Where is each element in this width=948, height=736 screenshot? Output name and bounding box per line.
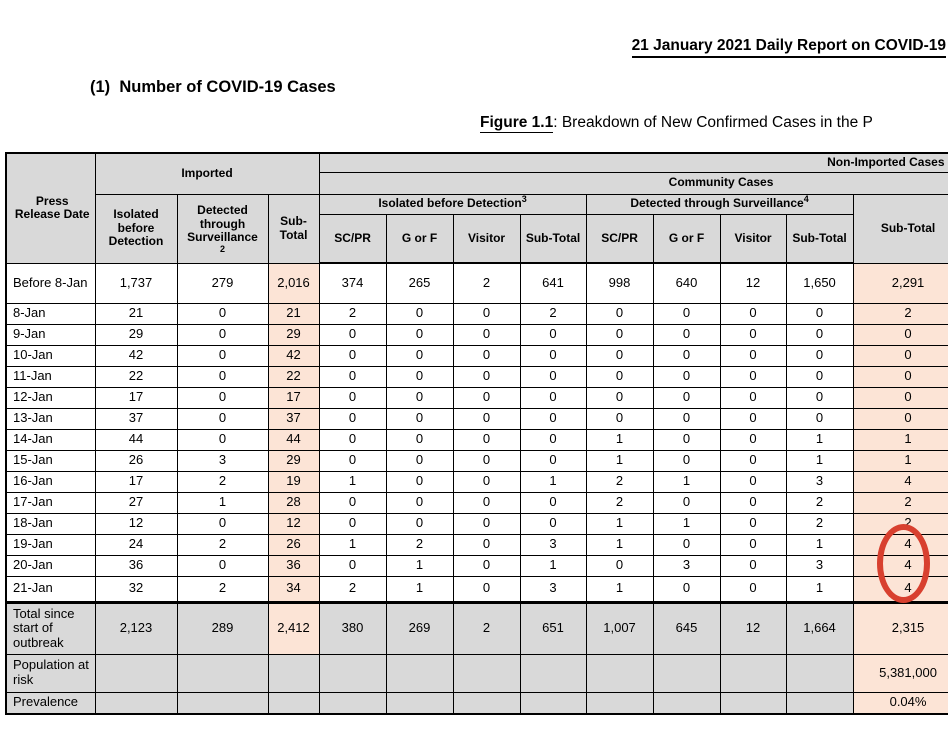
data-cell: 380: [319, 602, 386, 654]
data-cell: 0: [386, 513, 453, 534]
data-cell: [453, 692, 520, 714]
data-cell: 0: [177, 345, 268, 366]
data-cell: 2: [453, 263, 520, 303]
data-cell: 2: [853, 513, 948, 534]
data-cell: [386, 692, 453, 714]
data-cell: 29: [95, 324, 177, 345]
data-cell: 1: [586, 576, 653, 602]
data-cell: 0: [177, 366, 268, 387]
data-cell: 21: [268, 303, 319, 324]
data-cell: 34: [268, 576, 319, 602]
data-cell: 19: [268, 471, 319, 492]
data-cell: 24: [95, 534, 177, 555]
data-cell: 0: [720, 513, 786, 534]
data-cell: 0: [453, 492, 520, 513]
data-cell: 27: [95, 492, 177, 513]
data-cell: 3: [786, 471, 853, 492]
data-cell: 0: [786, 366, 853, 387]
table-row: [6, 513, 948, 534]
data-cell: 0: [177, 429, 268, 450]
data-cell: [453, 654, 520, 692]
row-label: 13-Jan: [6, 408, 95, 429]
data-cell: 0: [453, 555, 520, 576]
data-cell: 1: [586, 534, 653, 555]
data-cell: [720, 654, 786, 692]
data-cell: 0: [177, 513, 268, 534]
data-cell: 1,664: [786, 602, 853, 654]
data-cell: [177, 692, 268, 714]
row-label: Before 8-Jan: [6, 263, 95, 303]
table-row: [6, 534, 948, 555]
data-cell: 0: [319, 366, 386, 387]
data-cell: 0: [653, 366, 720, 387]
data-cell: 1,007: [586, 602, 653, 654]
data-cell: 0: [786, 387, 853, 408]
gorf-header: G or F: [653, 214, 720, 263]
data-cell: 0: [720, 408, 786, 429]
data-cell: 0: [853, 324, 948, 345]
data-cell: 0: [386, 471, 453, 492]
data-cell: 0: [720, 534, 786, 555]
data-cell: 2: [853, 492, 948, 513]
data-cell: 1,650: [786, 263, 853, 303]
data-cell: 17: [268, 387, 319, 408]
table-row: [6, 692, 948, 714]
data-cell: 1: [177, 492, 268, 513]
table-row: [6, 408, 948, 429]
community-isolated-header: [319, 194, 586, 214]
data-cell: 0: [177, 387, 268, 408]
data-cell: 0: [319, 387, 386, 408]
non-imported-header: Non-Imported Cases: [319, 153, 948, 172]
data-cell: 2,315: [853, 602, 948, 654]
data-cell: 0: [720, 492, 786, 513]
data-cell: [786, 654, 853, 692]
data-cell: 2: [453, 602, 520, 654]
data-cell: 0: [586, 387, 653, 408]
data-cell: 0: [453, 345, 520, 366]
data-cell: 0: [453, 534, 520, 555]
data-cell: [268, 692, 319, 714]
data-cell: 1: [520, 555, 586, 576]
data-cell: 37: [268, 408, 319, 429]
data-cell: 1: [786, 450, 853, 471]
data-cell: 0: [720, 303, 786, 324]
data-cell: 32: [95, 576, 177, 602]
data-cell: 1: [386, 555, 453, 576]
data-cell: 3: [786, 555, 853, 576]
table-row: [6, 345, 948, 366]
data-cell: 0: [786, 303, 853, 324]
data-cell: 0: [386, 324, 453, 345]
data-cell: 0: [520, 387, 586, 408]
row-label: 11-Jan: [6, 366, 95, 387]
data-cell: 0: [586, 555, 653, 576]
data-cell: 0: [586, 366, 653, 387]
data-cell: 0: [453, 513, 520, 534]
press-release-date-header: Press Release Date: [6, 153, 95, 263]
data-cell: 0: [720, 555, 786, 576]
data-cell: 0: [453, 303, 520, 324]
data-cell: 0: [319, 492, 386, 513]
data-cell: 0: [319, 345, 386, 366]
visitor-header: Visitor: [720, 214, 786, 263]
data-cell: 0: [520, 366, 586, 387]
data-cell: 0: [177, 303, 268, 324]
data-cell: 37: [95, 408, 177, 429]
data-cell: 26: [268, 534, 319, 555]
section-heading: (1) Number of COVID-19 Cases: [90, 78, 336, 96]
data-cell: [319, 654, 386, 692]
table-row: [6, 263, 948, 303]
data-cell: 44: [268, 429, 319, 450]
data-cell: 0: [786, 408, 853, 429]
data-cell: 29: [268, 450, 319, 471]
table-row: [6, 576, 948, 602]
table-row: [6, 387, 948, 408]
data-cell: 12: [720, 602, 786, 654]
data-cell: 36: [268, 555, 319, 576]
data-cell: 3: [177, 450, 268, 471]
gorf-header: G or F: [386, 214, 453, 263]
data-cell: 0: [177, 324, 268, 345]
data-cell: [268, 654, 319, 692]
data-cell: 3: [520, 534, 586, 555]
data-cell: 641: [520, 263, 586, 303]
table-row: [6, 555, 948, 576]
data-cell: 0: [386, 492, 453, 513]
data-cell: [177, 654, 268, 692]
data-cell: 12: [95, 513, 177, 534]
data-cell: [95, 654, 177, 692]
data-cell: 36: [95, 555, 177, 576]
data-cell: 2: [786, 492, 853, 513]
data-cell: 2,412: [268, 602, 319, 654]
data-cell: 265: [386, 263, 453, 303]
data-cell: 0: [453, 324, 520, 345]
data-cell: 0: [653, 576, 720, 602]
data-cell: 0: [319, 555, 386, 576]
data-cell: 0: [786, 324, 853, 345]
data-cell: 42: [95, 345, 177, 366]
data-cell: 2,016: [268, 263, 319, 303]
imported-surveillance-header: [177, 194, 268, 263]
data-cell: 2: [853, 303, 948, 324]
data-cell: 0: [653, 429, 720, 450]
data-cell: 0: [319, 513, 386, 534]
data-cell: 1: [653, 513, 720, 534]
data-cell: 0: [386, 366, 453, 387]
data-cell: 4: [853, 555, 948, 576]
data-cell: 0: [720, 345, 786, 366]
data-cell: 2: [386, 534, 453, 555]
row-label: 18-Jan: [6, 513, 95, 534]
data-cell: 1: [786, 576, 853, 602]
data-cell: 0: [720, 471, 786, 492]
row-label: 10-Jan: [6, 345, 95, 366]
data-cell: 289: [177, 602, 268, 654]
data-cell: 1: [586, 513, 653, 534]
data-cell: 2: [177, 471, 268, 492]
data-cell: [386, 654, 453, 692]
subtotal-header: Sub-Total: [520, 214, 586, 263]
data-cell: 0: [453, 471, 520, 492]
data-cell: 0: [520, 324, 586, 345]
data-cell: 0: [586, 303, 653, 324]
data-cell: 0: [786, 345, 853, 366]
table-row: [6, 324, 948, 345]
data-cell: 26: [95, 450, 177, 471]
figure-caption-text: : Breakdown of New Confirmed Cases in the P: [553, 114, 873, 131]
row-label: 21-Jan: [6, 576, 95, 602]
table-row: [6, 654, 948, 692]
data-cell: 1: [786, 534, 853, 555]
data-cell: 1: [786, 429, 853, 450]
data-cell: 0: [586, 345, 653, 366]
data-cell: 0: [853, 408, 948, 429]
imported-subtotal-header: Sub-Total: [268, 194, 319, 263]
highlight-ellipse-annotation: [877, 524, 930, 603]
data-cell: [520, 654, 586, 692]
scpr-header: SC/PR: [319, 214, 386, 263]
data-cell: [653, 654, 720, 692]
data-cell: 2: [177, 576, 268, 602]
imported-header: Imported: [95, 153, 319, 194]
data-cell: 0: [720, 429, 786, 450]
data-cell: 998: [586, 263, 653, 303]
data-cell: 2: [586, 492, 653, 513]
imported-isolated-label: Isolated before Detection: [108, 207, 164, 249]
data-cell: 0: [653, 387, 720, 408]
document-title: 21 January 2021 Daily Report on COVID-19: [632, 37, 946, 58]
data-cell: 22: [268, 366, 319, 387]
data-cell: 0: [453, 408, 520, 429]
data-cell: 2: [319, 576, 386, 602]
data-cell: 1: [319, 534, 386, 555]
row-label: 14-Jan: [6, 429, 95, 450]
data-cell: [319, 692, 386, 714]
data-cell: 12: [268, 513, 319, 534]
data-cell: 0: [453, 429, 520, 450]
row-label: 8-Jan: [6, 303, 95, 324]
data-cell: [586, 654, 653, 692]
data-cell: 3: [653, 555, 720, 576]
community-surveillance-label: Detected through Surveillance: [630, 196, 804, 211]
non-imported-subtotal-header: Sub-Total: [853, 194, 948, 263]
table-row: [6, 303, 948, 324]
data-cell: 17: [95, 387, 177, 408]
data-cell: 44: [95, 429, 177, 450]
data-cell: 0: [653, 345, 720, 366]
data-cell: 0: [520, 492, 586, 513]
subtotal-header: Sub-Total: [786, 214, 853, 263]
data-cell: 3: [520, 576, 586, 602]
row-label: 12-Jan: [6, 387, 95, 408]
data-cell: 0: [386, 345, 453, 366]
data-cell: 0: [653, 303, 720, 324]
data-cell: 0: [653, 408, 720, 429]
data-cell: 0: [853, 345, 948, 366]
data-cell: 0: [386, 408, 453, 429]
data-cell: [586, 692, 653, 714]
table-row: [6, 471, 948, 492]
data-cell: 0.04%: [853, 692, 948, 714]
row-label: Total since start of outbreak: [6, 602, 95, 654]
data-cell: 0: [586, 408, 653, 429]
data-cell: [720, 692, 786, 714]
row-label: 15-Jan: [6, 450, 95, 471]
row-label: 16-Jan: [6, 471, 95, 492]
data-cell: 2: [520, 303, 586, 324]
footnote-4-marker: 4: [803, 194, 809, 205]
data-cell: 645: [653, 602, 720, 654]
data-cell: 0: [720, 366, 786, 387]
data-cell: [786, 692, 853, 714]
data-cell: 2: [177, 534, 268, 555]
data-cell: 0: [720, 324, 786, 345]
data-cell: 0: [453, 387, 520, 408]
visitor-header: Visitor: [453, 214, 520, 263]
data-cell: 651: [520, 602, 586, 654]
data-cell: 1: [653, 471, 720, 492]
table-row: [6, 366, 948, 387]
data-cell: [653, 692, 720, 714]
row-label: Population at risk: [6, 654, 95, 692]
table-row: [6, 602, 948, 654]
data-cell: 17: [95, 471, 177, 492]
figure-caption: [480, 114, 873, 132]
data-cell: 640: [653, 263, 720, 303]
data-cell: 0: [720, 576, 786, 602]
data-cell: 0: [177, 555, 268, 576]
data-cell: 0: [853, 387, 948, 408]
table-row: [6, 492, 948, 513]
footnote-3-marker: 3: [521, 194, 527, 205]
data-cell: 0: [319, 429, 386, 450]
data-cell: 1: [386, 576, 453, 602]
row-label: 20-Jan: [6, 555, 95, 576]
data-cell: 0: [520, 408, 586, 429]
data-cell: 2: [586, 471, 653, 492]
data-cell: 42: [268, 345, 319, 366]
data-cell: 29: [268, 324, 319, 345]
data-cell: 2,291: [853, 263, 948, 303]
data-cell: 374: [319, 263, 386, 303]
data-cell: 0: [319, 450, 386, 471]
data-cell: 2,123: [95, 602, 177, 654]
data-cell: 4: [853, 471, 948, 492]
community-isolated-label: Isolated before Detection: [378, 196, 522, 211]
data-cell: 279: [177, 263, 268, 303]
data-cell: 1: [319, 471, 386, 492]
community-surveillance-header: [586, 194, 853, 214]
data-cell: 0: [177, 408, 268, 429]
data-cell: 0: [386, 387, 453, 408]
footnote-2-marker: 2: [219, 243, 225, 254]
data-cell: 21: [95, 303, 177, 324]
data-cell: 0: [520, 429, 586, 450]
data-cell: 28: [268, 492, 319, 513]
data-cell: 12: [720, 263, 786, 303]
data-cell: 1,737: [95, 263, 177, 303]
data-cell: 0: [319, 324, 386, 345]
data-cell: 0: [653, 492, 720, 513]
data-cell: 1: [520, 471, 586, 492]
data-cell: 0: [720, 387, 786, 408]
data-cell: 0: [653, 324, 720, 345]
row-label: 9-Jan: [6, 324, 95, 345]
data-cell: 0: [319, 408, 386, 429]
data-cell: 4: [853, 576, 948, 602]
figure-label: Figure 1.1: [480, 114, 554, 131]
data-cell: 1: [586, 450, 653, 471]
data-cell: 1: [853, 450, 948, 471]
row-label: 17-Jan: [6, 492, 95, 513]
data-cell: 1: [586, 429, 653, 450]
data-cell: 2: [786, 513, 853, 534]
data-cell: 0: [653, 450, 720, 471]
data-cell: 0: [586, 324, 653, 345]
table-row: [6, 450, 948, 471]
data-cell: 22: [95, 366, 177, 387]
table-row: [6, 429, 948, 450]
row-label: Prevalence: [6, 692, 95, 714]
data-cell: 269: [386, 602, 453, 654]
data-cell: 0: [453, 450, 520, 471]
covid-cases-table: [5, 152, 948, 715]
scpr-header: SC/PR: [586, 214, 653, 263]
data-cell: 1: [853, 429, 948, 450]
data-cell: 4: [853, 534, 948, 555]
data-cell: 0: [520, 513, 586, 534]
data-cell: 5,381,000: [853, 654, 948, 692]
community-cases-header: Community Cases: [319, 172, 948, 194]
data-cell: [520, 692, 586, 714]
data-cell: [95, 692, 177, 714]
data-cell: 0: [520, 345, 586, 366]
data-cell: 0: [453, 576, 520, 602]
data-cell: 0: [720, 450, 786, 471]
data-cell: 0: [386, 303, 453, 324]
row-label: 19-Jan: [6, 534, 95, 555]
data-cell: 0: [386, 450, 453, 471]
data-cell: 2: [319, 303, 386, 324]
data-cell: 0: [386, 429, 453, 450]
data-cell: 0: [453, 366, 520, 387]
imported-isolated-header: [95, 194, 177, 263]
data-cell: 0: [853, 366, 948, 387]
imported-surveillance-label: Detected through Surveillance: [187, 203, 258, 245]
data-cell: 0: [520, 450, 586, 471]
data-cell: 0: [653, 534, 720, 555]
